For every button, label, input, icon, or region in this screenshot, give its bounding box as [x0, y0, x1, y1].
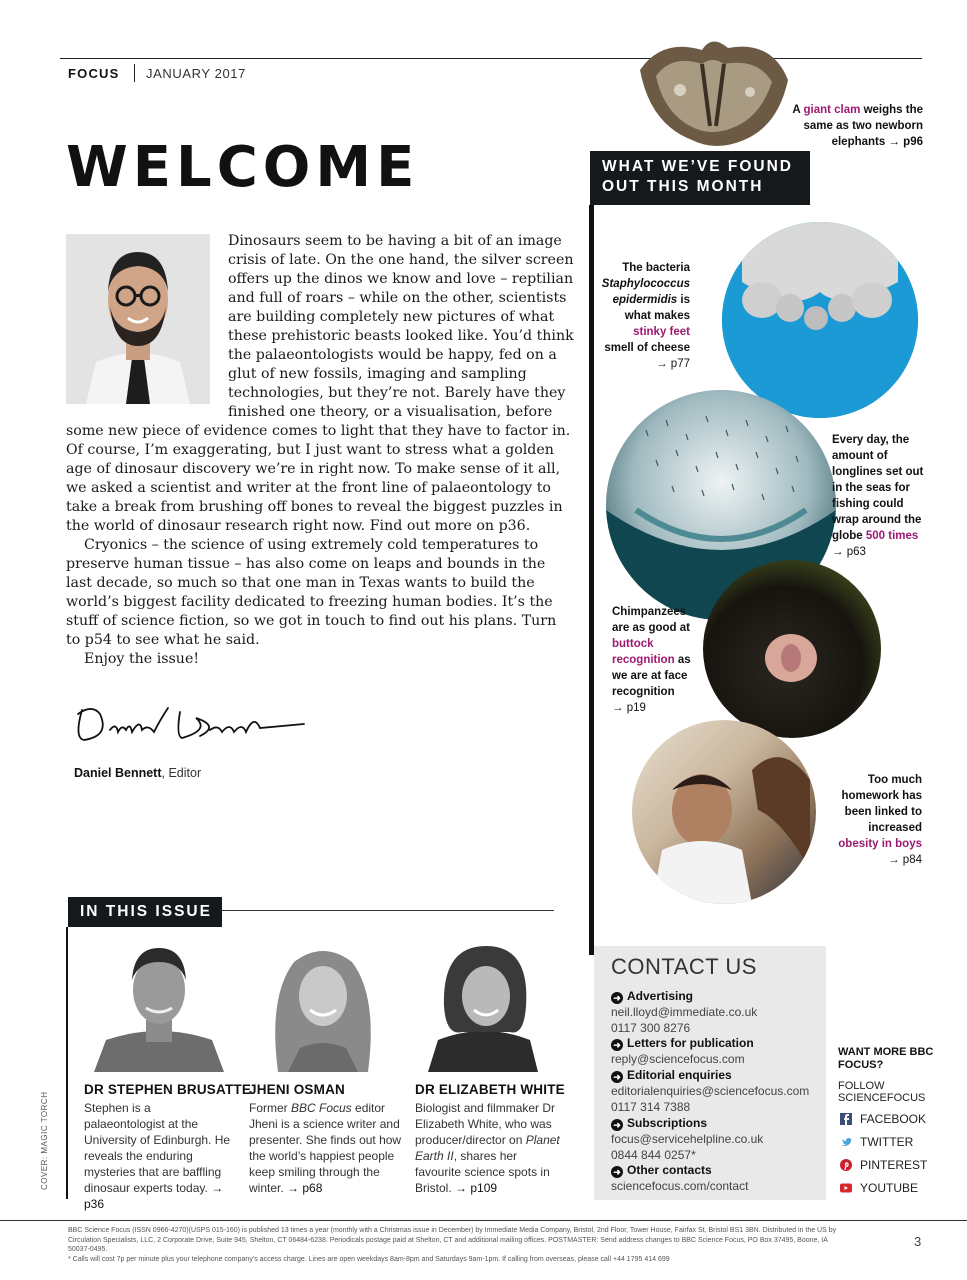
contributor-page-white: → p109 [451, 1181, 498, 1195]
arrow-icon: ➜ [611, 1039, 623, 1051]
subscriptions-phone: 0844 844 0257* [611, 1148, 696, 1162]
magazine-brand: FOCUS [68, 66, 120, 81]
chimp-caption: Chimpanzees are as good at buttock recognition as we are at face recognition → p19 [612, 604, 706, 716]
advertising-phone: 0117 300 8276 [611, 1021, 691, 1035]
pinterest-icon [840, 1159, 852, 1171]
contributor-name-white: DR ELIZABETH WHITE [415, 1082, 565, 1097]
youtube-icon [840, 1182, 852, 1194]
twitter-icon [840, 1136, 852, 1148]
longlines-highlight: 500 times [865, 530, 919, 542]
contact-subscriptions-label: ➜ Subscriptions [611, 1116, 707, 1131]
contributor-page-brusatte: → p36 [84, 1181, 224, 1211]
contributor-photo-osman [248, 936, 398, 1072]
advertising-email[interactable]: neil.lloyd@immediate.co.uk [611, 1005, 758, 1019]
obesity-highlight: obesity in boys [838, 838, 922, 850]
contributor-name-osman: JHENI OSMAN [249, 1082, 345, 1097]
editor-photo [66, 234, 210, 404]
in-this-issue-heading: IN THIS ISSUE [68, 897, 222, 927]
issue-date: JANUARY 2017 [146, 66, 246, 81]
subscriptions-email[interactable]: focus@servicehelpline.co.uk [611, 1132, 764, 1146]
editor-signature [70, 700, 310, 750]
stinky-feet-highlight: stinky feet [633, 326, 690, 338]
issue-rule [220, 910, 554, 911]
editorial-paragraph-2: Cryonics – the science of using extremely cold temperatures to preserve human tissue – has also come on leaps and bounds in the last decade, so much so that one man in Texas wants to build the world’s biggest facility dedicated to freezing human bodies. It’s the stuff of science fiction, so we got in touch to find out his plans. Turn to p54 to see what he said. [66, 537, 557, 648]
editorial-paragraph-3: Enjoy the issue! [84, 651, 200, 667]
chimp-page: → p19 [612, 702, 646, 714]
contact-editorial-label: ➜ Editorial enquiries [611, 1068, 732, 1083]
social-pinterest[interactable]: PINTEREST [840, 1158, 927, 1172]
follow-label: FOLLOW SCIENCEFOCUS [838, 1080, 926, 1104]
other-contacts-url[interactable]: sciencefocus.com/contact [611, 1179, 749, 1193]
contact-other-label: ➜ Other contacts [611, 1163, 712, 1178]
feet-caption: The bacteria Staphylococcus epidermidis is what makes stinky feet smell of cheese → p77 [594, 260, 690, 372]
editorial-paragraph-1: Dinosaurs seem to be having a bit of an image crisis of late. On the one hand, the silver screen offers up the dinos we know and love – reptilian and full of roars – while on the other, scientists are building completely new pictures of what these prehistoric beasts looked like. You’d think the palaeontologists would be happy, fed on a glut of new fossils, imaging and sampling technologies, but they’re not. Barely have they finished one theory, or a visualisation, before some new piece of evidence comes to light that they have to factor in. Of course, I’m exaggerating, but I just want to stress what a golden age of dinosaur discovery we’re in right now. To make sense of it all, we asked a scientist and writer at the front line of palaeontology to take a break from brushing off bones to reveal the biggest puzzles in the world of dinosaur research right now. Find out more on p36. [66, 233, 574, 534]
editor-credit [74, 766, 201, 780]
contributor-page-osman: → p68 [283, 1181, 323, 1195]
contributor-desc-white: Biologist and filmmaker Dr Elizabeth White, who was producer/director on Planet Earth II, shares her favourite science spots in Bristol. → p109 [415, 1101, 560, 1195]
chimpanzee-image [703, 560, 881, 738]
header-rule [60, 58, 922, 59]
found-heading: WHAT WE’VE FOUND OUT THIS MONTH [590, 151, 810, 205]
contact-letters-label: ➜ Letters for publication [611, 1036, 754, 1051]
homework-page: → p84 [888, 854, 922, 866]
contributor-name-brusatte: DR STEPHEN BRUSATTE [84, 1082, 252, 1097]
contributor-photo-white [414, 936, 564, 1072]
social-facebook[interactable]: FACEBOOK [840, 1112, 926, 1126]
contributor-desc-brusatte: Stephen is a palaeontologist at the University of Edinburgh. He reveals the enduring mysteries that are baffling dinosaur experts today. → p36 [84, 1101, 231, 1211]
contributor-desc-osman: Former BBC Focus editor Jheni is a science writer and presenter. She finds out how the world’s happiest people keep smiling through the winter. → p68 [249, 1101, 402, 1195]
social-twitter[interactable]: TWITTER [840, 1135, 913, 1149]
feet-page: → p77 [656, 358, 690, 370]
bacteria-name: Staphylococcus epidermidis [601, 278, 690, 306]
cover-credit: COVER: MAGIC TORCH [40, 1091, 49, 1190]
issue-left-rule [66, 927, 68, 1199]
footer-rule [0, 1220, 967, 1221]
arrow-icon: ➜ [611, 992, 623, 1004]
letters-email[interactable]: reply@sciencefocus.com [611, 1052, 745, 1066]
publishing-info: BBC Science Focus (ISSN 0966-4270)(USPS 015-160) is published 13 times a year (monthly with a Christmas issue in December) by Immediate Media Company, Bristol, 2nd Floor, Tower House, Fairfax St, Bristol BS1 3BN. Distributed in the US by Circulation Specialists, LLC, 2 Corporate Drive, Suite 945, Shelton, CT 06484-6238. Periodicals postage paid at Shelton, CT and additional mailing offices. POSTMASTER: Send address changes to BBC Science Focus, PO Box 37495, Boone, IA 50037-0495. * Calls will cost 7p per minute plus your telephone company’s access charge. Lines are open weekdays 8am-8pm and Saturdays 9am-1pm. If calling from overseas, please call +44 1795 414 699 [68, 1227, 837, 1263]
giant-clam-caption: A giant clam weighs the same as two newborn elephants → p96 [792, 104, 923, 148]
arrow-icon: ➜ [611, 1166, 623, 1178]
page-title: WELCOME [66, 135, 420, 200]
giant-clam-highlight: giant clam [803, 104, 861, 116]
page-number: 3 [914, 1234, 922, 1249]
feet-image [722, 222, 918, 418]
editorial-email[interactable]: editorialenquiries@sciencefocus.com [611, 1084, 810, 1098]
longlines-caption: Every day, the amount of longlines set out in the seas for fishing could wrap around the globe 500 times → p63 [832, 434, 924, 558]
want-more-heading: WANT MORE BBC FOCUS? [838, 1046, 934, 1071]
longlines-page: → p63 [832, 546, 866, 558]
contributor-photo-brusatte [84, 936, 234, 1072]
editor-role: , Editor [161, 766, 202, 780]
editorial-phone: 0117 314 7388 [611, 1100, 691, 1114]
contact-title: CONTACT US [611, 954, 757, 979]
giant-clam-page: → p96 [888, 136, 923, 148]
buttock-recognition-highlight: buttock recognition [612, 638, 675, 666]
contact-advertising-label: ➜ Advertising [611, 989, 693, 1004]
arrow-icon: ➜ [611, 1071, 623, 1083]
homework-image [632, 720, 816, 904]
header-separator [134, 64, 135, 82]
social-youtube[interactable]: YOUTUBE [840, 1181, 918, 1195]
editor-name: Daniel Bennett [74, 766, 162, 780]
facebook-icon [840, 1113, 852, 1125]
homework-caption: Too much homework has been linked to increased obesity in boys → p84 [838, 774, 922, 866]
arrow-icon: ➜ [611, 1119, 623, 1131]
